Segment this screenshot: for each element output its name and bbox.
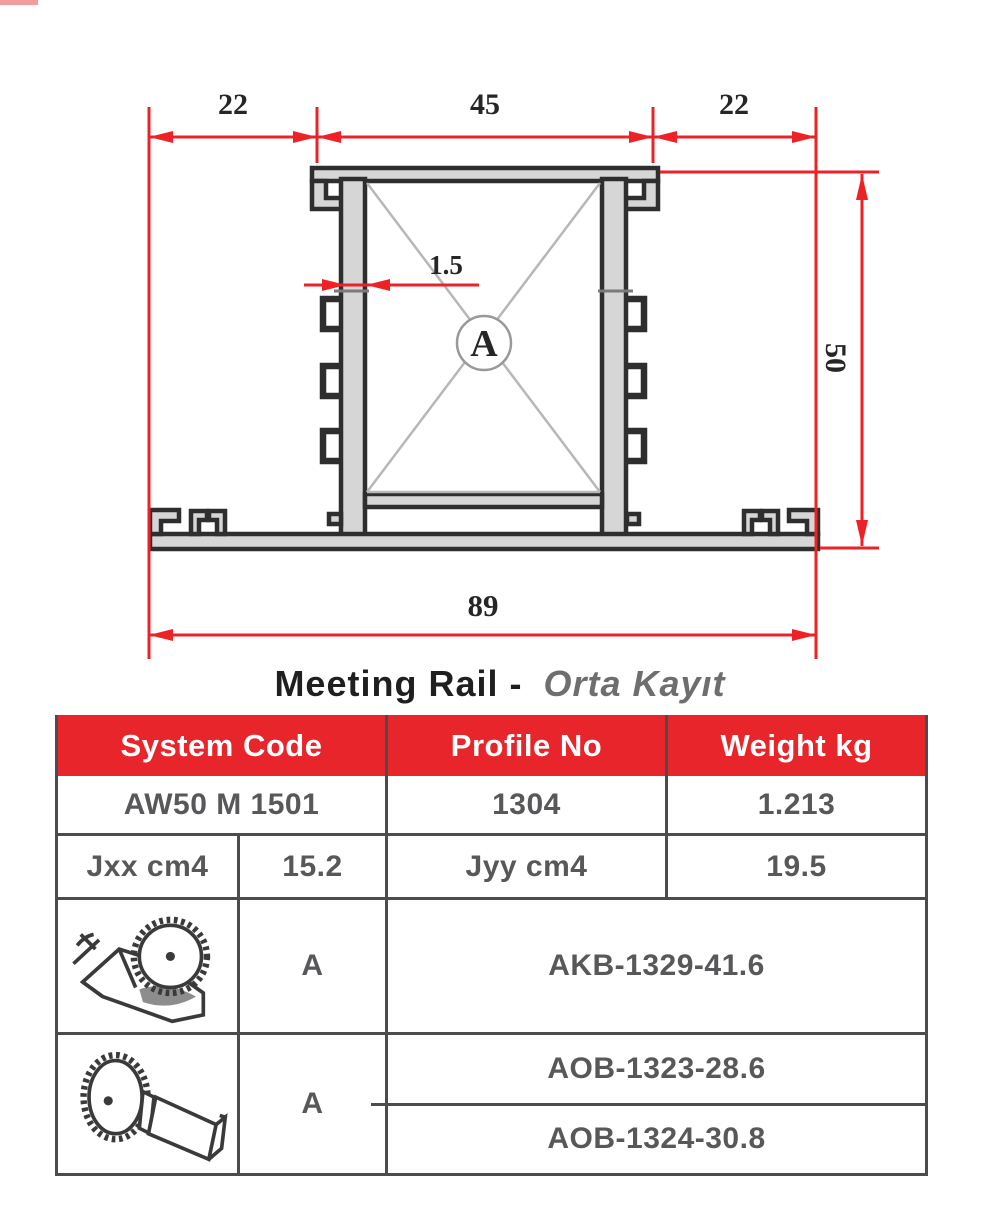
row3-code: AKB-1329-41.6 [388, 900, 925, 1035]
value-profile-no: 1304 [388, 776, 668, 836]
dim-top-mid: 45 [470, 88, 500, 121]
section-label: A [470, 323, 498, 365]
profile-wall-left [341, 179, 365, 537]
row4-code-bottom-text: AOB-1324-30.8 [547, 1122, 766, 1156]
spec-table [55, 715, 928, 1176]
dim-wall-thickness: 1.5 [429, 250, 463, 280]
label-jxx: Jxx cm4 [58, 836, 240, 900]
label-jyy: Jyy cm4 [388, 836, 668, 900]
row4-code-bottom [388, 1106, 925, 1174]
profile-wall-right [602, 179, 626, 537]
row4-section-ref: A [240, 1035, 388, 1173]
dimension-arrowheads [149, 131, 868, 641]
profile-tslot-right-a [744, 511, 760, 534]
value-jyy: 19.5 [668, 836, 925, 900]
page-title [0, 663, 1000, 705]
title-turkish: Orta Kayıt [543, 663, 726, 704]
scan-artifact [0, 0, 38, 5]
profile-base [150, 534, 818, 549]
profile-bottom-plate [365, 494, 602, 507]
dim-total-width: 89 [467, 588, 499, 623]
dim-top-left: 22 [218, 88, 248, 121]
row4-code-top-text: AOB-1323-28.6 [547, 1051, 766, 1085]
value-jxx: 15.2 [240, 836, 388, 900]
dim-height: 50 [819, 343, 852, 373]
miter-cut-saw-icon [68, 907, 228, 1025]
row4-codes [388, 1035, 925, 1173]
dimension-lines [149, 107, 879, 659]
value-weight: 1.213 [668, 776, 925, 836]
row4-code-top [388, 1035, 925, 1106]
divider-tick [371, 1103, 388, 1106]
profile-nub-right [627, 514, 639, 524]
profile-tslot-left-a [191, 511, 207, 534]
header-system-code: System Code [58, 715, 388, 776]
profile-nub-left [329, 514, 341, 524]
profile-tslot-left-b [209, 511, 225, 534]
straight-cut-icon-cell [58, 1035, 240, 1173]
profile-tslot-right-b [762, 511, 778, 534]
title-english: Meeting Rail - [274, 663, 523, 704]
row3-section-ref: A [240, 900, 388, 1035]
profile-base-lip-right [789, 510, 818, 534]
value-system-code: AW50 M 1501 [58, 776, 388, 836]
straight-cut-saw-icon [68, 1042, 228, 1166]
profile-base-lip-left [150, 510, 179, 534]
header-profile-no: Profile No [388, 715, 668, 776]
miter-cut-icon-cell [58, 900, 240, 1035]
header-weight: Weight kg [668, 715, 925, 776]
dim-top-right: 22 [719, 88, 749, 121]
